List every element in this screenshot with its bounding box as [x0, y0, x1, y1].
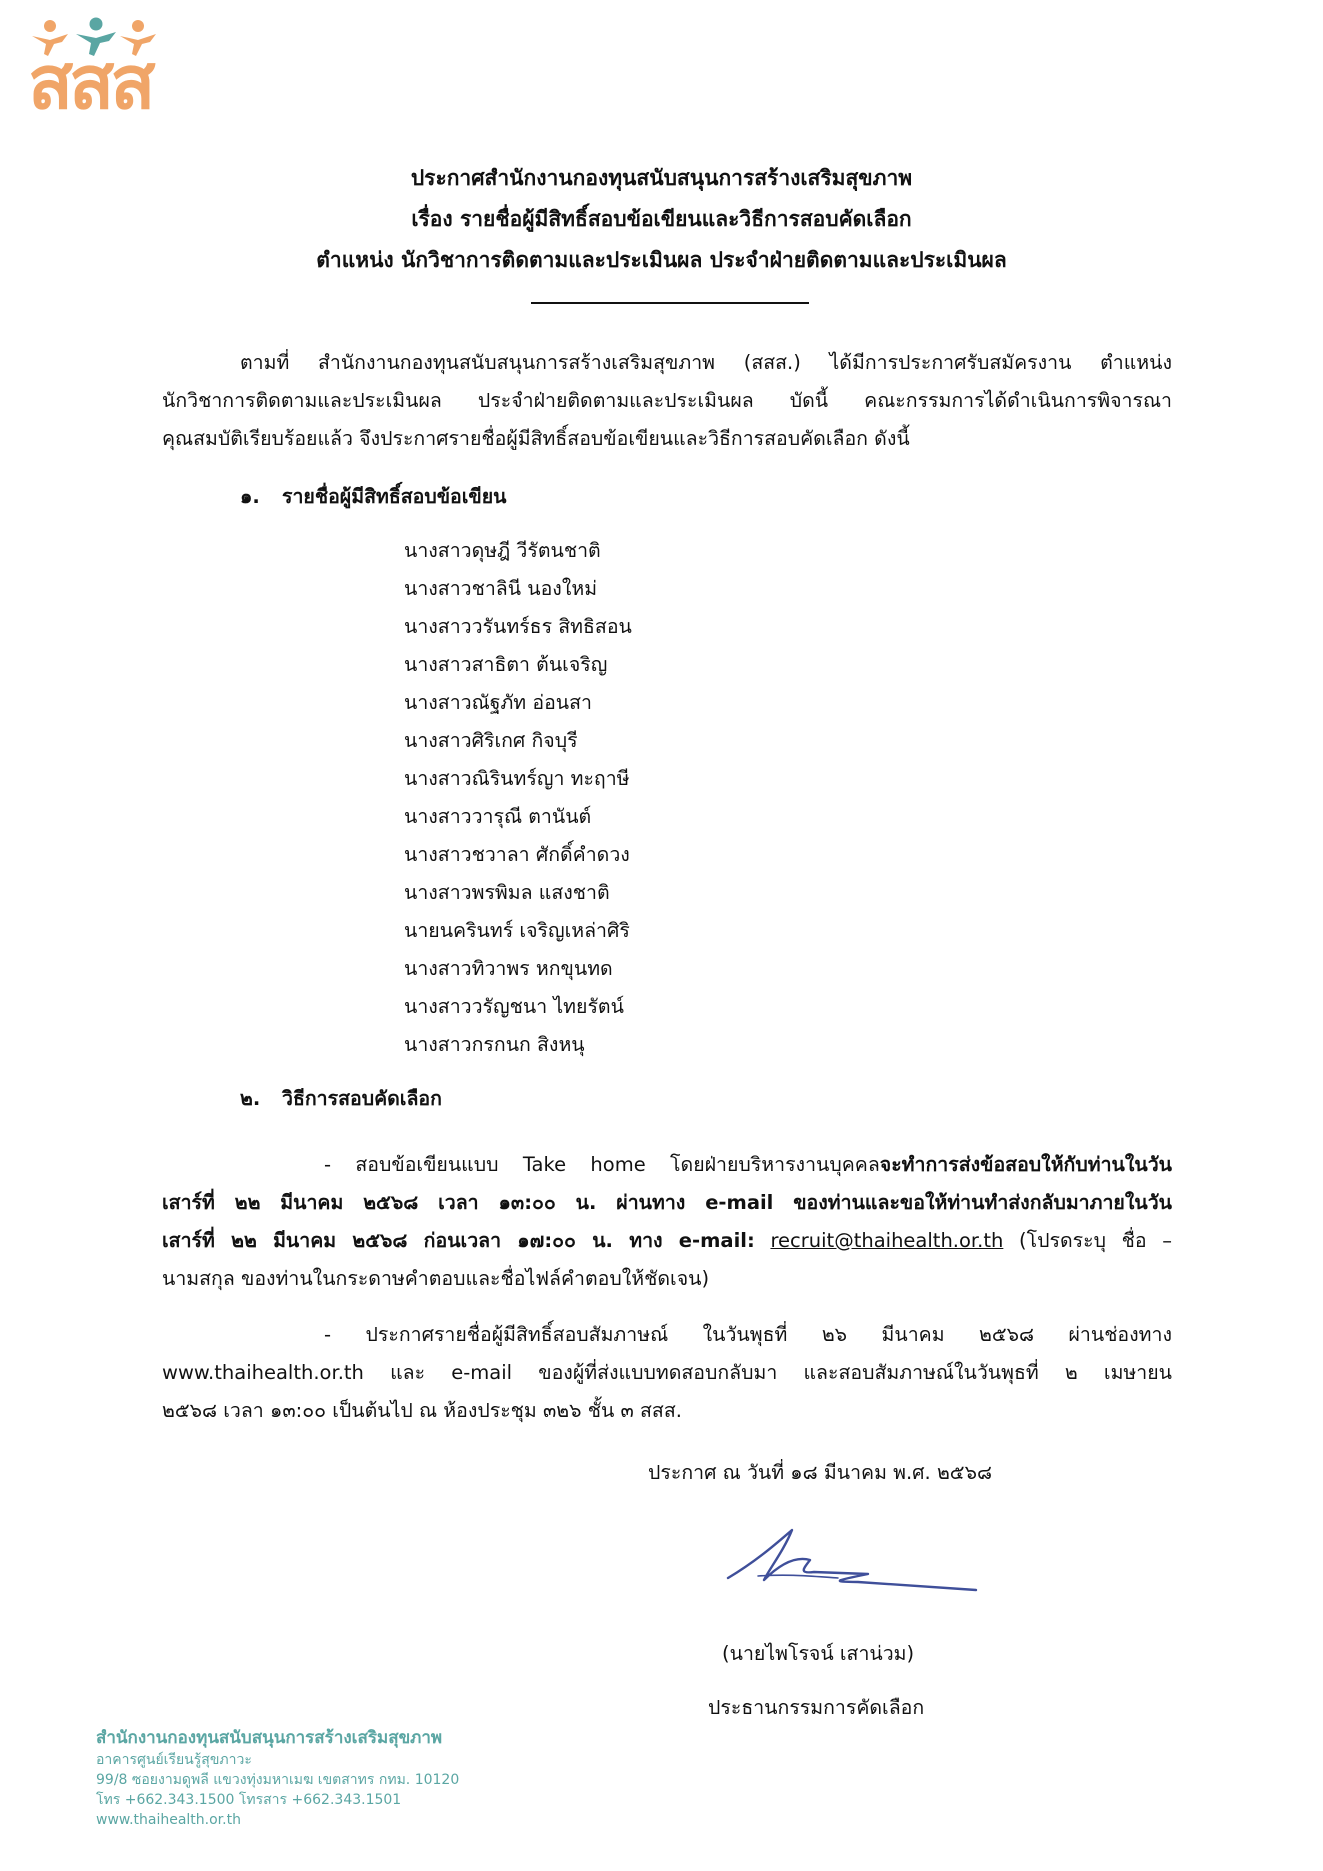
- list-item: นายนครินทร์ เจริญเหล่าศิริ: [404, 919, 630, 942]
- intro-line-2: นักวิชาการติดตามและประเมินผล ประจำฝ่ายติดตามและประเมินผล บัดนี้ คณะกรรมการได้ดำเนินการพิจารณา: [162, 389, 1172, 412]
- list-item: นางสาวณัฐภัท อ่อนสา: [404, 691, 592, 714]
- header-divider: [531, 302, 809, 304]
- signer-title: ประธานกรรมการคัดเลือก: [708, 1696, 925, 1719]
- list-item: นางสาวชาลินี นองใหม่: [404, 577, 598, 600]
- list-item: นางสาวศิริเกศ กิจบุรี: [404, 729, 578, 752]
- method-1-line-3-bold: เสาร์ที่ ๒๒ มีนาคม ๒๕๖๘ ก่อนเวลา ๑๗:๐๐ น. ทาง e-mail:: [162, 1229, 755, 1252]
- list-item: นางสาวณิรินทร์ญา ทะฤาษี: [404, 767, 630, 790]
- footer-building: อาคารศูนย์เรียนรู้สุขภาวะ: [96, 1752, 252, 1768]
- list-item: นางสาวกรกนก สิงหนุ: [404, 1033, 585, 1056]
- method-2-line-3: ๒๕๖๘ เวลา ๑๓:๐๐ เป็นต้นไป ณ ห้องประชุม ๓๒๖ ชั้น ๓ สสส.: [162, 1399, 682, 1422]
- signature-image: [718, 1520, 978, 1600]
- list-item: นางสาวดุษฎี วีรัตนชาติ: [404, 539, 601, 562]
- method-1-line-1-normal: - สอบข้อเขียนแบบ Take home โดยฝ่ายบริหารงานบุคคล: [324, 1153, 880, 1176]
- footer-address: 99/8 ซอยงามดูพลี แขวงทุ่งมหาเมฆ เขตสาทร กทม. 10120: [96, 1772, 460, 1788]
- footer-phone: โทร +662.343.1500 โทรสาร +662.343.1501: [96, 1792, 402, 1808]
- section-1-title: รายชื่อผู้มีสิทธิ์สอบข้อเขียน: [282, 485, 507, 508]
- announcement-header: [0, 158, 1323, 281]
- method-1-line-4: นามสกุล ของท่านในกระดาษคำตอบและชื่อไฟล์คำตอบให้ชัดเจน): [162, 1267, 710, 1290]
- section-2-heading: [240, 1080, 442, 1118]
- method-2-line-2: www.thaihealth.or.th และ e-mail ของผู้ที่ส่งแบบทดสอบกลับมา และสอบสัมภาษณ์ในวันพุธที่ ๒ เมษายน: [162, 1361, 1172, 1384]
- thaihealth-logo: [28, 16, 198, 128]
- method-1-line-3: [162, 1222, 1172, 1260]
- section-1-heading: [240, 478, 507, 516]
- intro-line-1: ตามที่ สำนักงานกองทุนสนับสนุนการสร้างเสริมสุขภาพ (สสส.) ได้มีการประกาศรับสมัครงาน ตำแหน่ง: [240, 351, 1172, 374]
- method-1-line-1-bold: จะทำการส่งข้อสอบให้กับท่านในวัน: [879, 1153, 1172, 1176]
- logo-wordmark: สสส: [28, 40, 152, 126]
- list-item: นางสาววรันทร์ธร สิทธิสอน: [404, 615, 632, 638]
- header-line-2: เรื่อง รายชื่อผู้มีสิทธิ์สอบข้อเขียนและวิธีการสอบคัดเลือก: [411, 207, 912, 231]
- signer-name: (นายไพโรจน์ เสาน่วม): [722, 1642, 915, 1665]
- recruit-email-link[interactable]: recruit@thaihealth.or.th: [770, 1229, 1004, 1252]
- list-item: นางสาววรัญชนา ไทยรัตน์: [404, 995, 624, 1018]
- header-line-1: ประกาศสำนักงานกองทุนสนับสนุนการสร้างเสริมสุขภาพ: [410, 166, 913, 190]
- footer-org-name: สำนักงานกองทุนสนับสนุนการสร้างเสริมสุขภาพ: [96, 1728, 443, 1748]
- list-item: นางสาววารุณี ตานันต์: [404, 805, 592, 828]
- footer-website[interactable]: www.thaihealth.or.th: [96, 1812, 241, 1828]
- section-1-number: ๑.: [240, 485, 260, 508]
- section-2-number: ๒.: [240, 1087, 261, 1110]
- section-2-title: วิธีการสอบคัดเลือก: [282, 1087, 442, 1110]
- footer-address-block: [96, 1726, 459, 1830]
- list-item: นางสาวทิวาพร หกขุนทด: [404, 957, 613, 980]
- list-item: นางสาวพรพิมล แสงชาติ: [404, 881, 610, 904]
- method-1-line-2: เสาร์ที่ ๒๒ มีนาคม ๒๕๖๘ เวลา ๑๓:๐๐ น. ผ่านทาง e-mail ของท่านและขอให้ท่านทำส่งกลับมาภายในวัน: [162, 1191, 1172, 1214]
- intro-line-3: คุณสมบัติเรียบร้อยแล้ว จึงประกาศรายชื่อผู้มีสิทธิ์สอบข้อเขียนและวิธีการสอบคัดเลือก ดังนี้: [162, 427, 910, 450]
- method-1-paragraph: [162, 1146, 1172, 1298]
- method-2-paragraph: [162, 1316, 1172, 1430]
- intro-paragraph: [162, 344, 1172, 458]
- method-2-line-1: - ประกาศรายชื่อผู้มีสิทธิ์สอบสัมภาษณ์ ในวันพุธที่ ๒๖ มีนาคม ๒๕๖๘ ผ่านช่องทาง: [324, 1323, 1172, 1346]
- method-1-line-1: [162, 1146, 1172, 1184]
- list-item: นางสาวชวาลา ศักดิ์คำดวง: [404, 843, 630, 866]
- announcement-date: ประกาศ ณ วันที่ ๑๘ มีนาคม พ.ศ. ๒๕๖๘: [648, 1461, 992, 1484]
- method-1-line-3-tail: (โปรดระบุ ชื่อ –: [1019, 1229, 1172, 1252]
- candidate-list: [404, 532, 632, 1064]
- list-item: นางสาวสาธิตา ต้นเจริญ: [404, 653, 608, 676]
- header-line-3: ตำแหน่ง นักวิชาการติดตามและประเมินผล ประจำฝ่ายติดตามและประเมินผล: [316, 248, 1007, 272]
